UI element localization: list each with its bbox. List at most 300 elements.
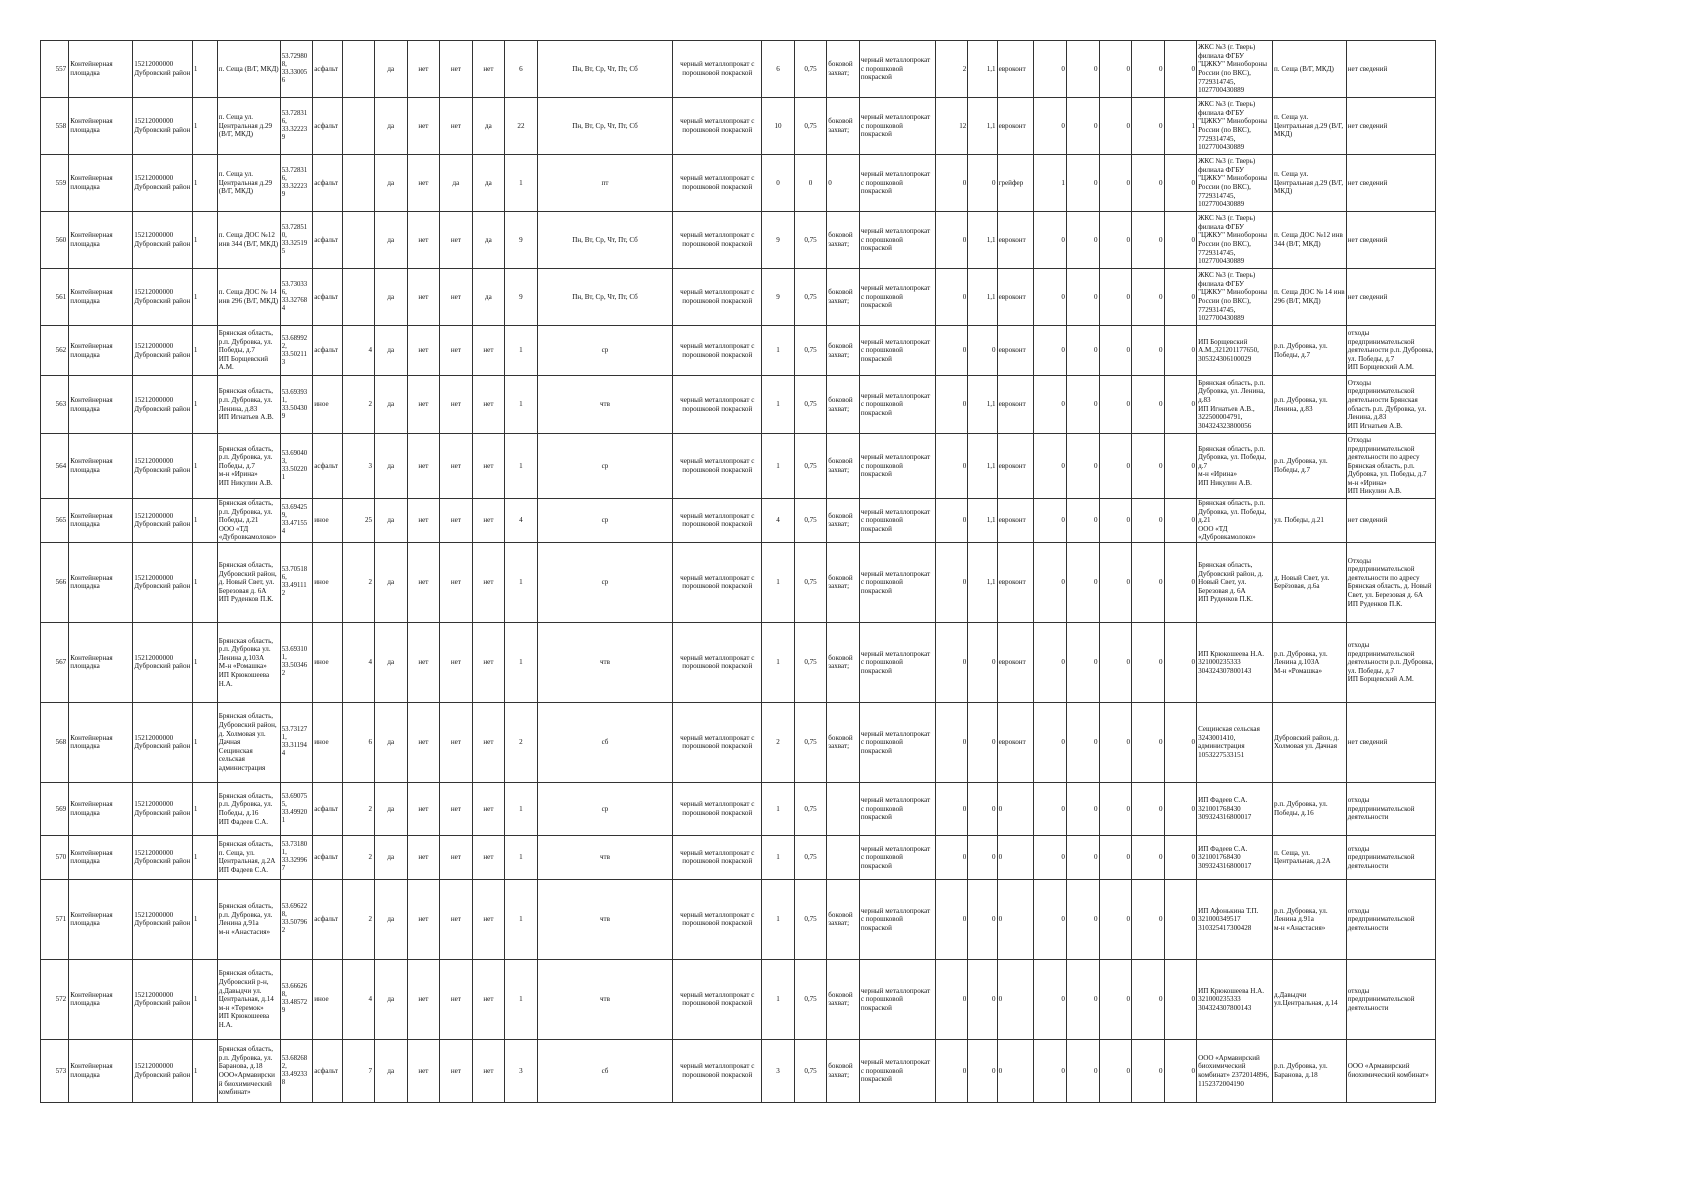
cell-container-volume: 0,75 [794, 434, 827, 499]
cell-value-2: 0 [1066, 879, 1099, 959]
cell-has-bin-for-bulky: нет [472, 622, 505, 702]
cell-value-3: 0 [1099, 622, 1132, 702]
cell-value-2: 0 [1066, 41, 1099, 98]
cell-value-1: 0 [1034, 212, 1067, 269]
cell-site-address: п. Сеща ул. Центральная д.29 (В/Г, МКД) [217, 98, 280, 155]
cell-container-volume: 0,75 [794, 376, 827, 434]
cell-container-count: 1 [505, 879, 538, 959]
cell-container-qty: 0 [762, 155, 795, 212]
cell-value-3: 0 [1099, 1039, 1132, 1102]
cell-container-qty: 6 [762, 41, 795, 98]
cell-zone-code: 1 [192, 1039, 217, 1102]
cell-planned-count: 0 [935, 212, 968, 269]
registry-sheet [40, 40, 1436, 1103]
cell-oktmo-district: 15212000000 Дубровский район [133, 499, 193, 543]
cell-loading-type: боковой захват; [827, 702, 860, 782]
cell-value-3: 0 [1099, 41, 1132, 98]
cell-container-volume: 0,75 [794, 959, 827, 1039]
cell-value-2: 0 [1066, 212, 1099, 269]
cell-site-coordinates: 53.72831 6, 33.32223 9 [280, 155, 313, 212]
cell-container-qty: 1 [762, 782, 795, 835]
cell-value-3: 0 [1099, 269, 1132, 326]
cell-pickup-days: ср [537, 434, 673, 499]
cell-site-coordinates: 53.68268 2, 33.49233 8 [280, 1039, 313, 1102]
cell-value-5: 0 [1164, 702, 1197, 782]
cell-value-4: 0 [1132, 376, 1165, 434]
cell-oktmo-district: 15212000000 Дубровский район [133, 782, 193, 835]
table-row [41, 959, 1436, 1039]
cell-value-5: 0 [1164, 376, 1197, 434]
cell-waste-note: нет сведений [1346, 212, 1435, 269]
cell-oktmo-district: 15212000000 Дубровский район [133, 98, 193, 155]
cell-waste-source: п. Сеща ул. Центральная д.29 (В/Г, МКД) [1273, 98, 1347, 155]
cell-owner-details: ИП Фадеев С.А. 321001768430 309324316800017 [1197, 835, 1273, 879]
cell-value-1: 0 [1034, 41, 1067, 98]
cell-container-count: 1 [505, 622, 538, 702]
cell-has-bin-for-bulky: нет [472, 835, 505, 879]
table-row [41, 702, 1436, 782]
cell-value-1: 1 [1034, 155, 1067, 212]
cell-waste-source: р.п. Дубровка, ул. Ленина д.103А М-н «Ромашка» [1273, 622, 1347, 702]
cell-has-canopy: нет [407, 702, 440, 782]
table-row [41, 269, 1436, 326]
cell-value-3: 0 [1099, 542, 1132, 622]
cell-loading-type: боковой захват; [827, 41, 860, 98]
cell-site-address: Брянская область, п. Сеща, ул. Центральная, д.2А ИП Фадеев С.А. [217, 835, 280, 879]
cell-has-canopy: нет [407, 622, 440, 702]
cell-pickup-days: ср [537, 542, 673, 622]
cell-value-4: 0 [1132, 212, 1165, 269]
cell-waste-note: Отходы предпринимательской деятельности по адресу Брянская область, д. Новый Свет, ул. Березовая д. 6А ИП Руденков П.К. [1346, 542, 1435, 622]
cell-has-canopy: нет [407, 41, 440, 98]
cell-site-address: Брянская область, р.п. Дубровка, ул. Победы, д.7 ИП Борщевский А.М. [217, 326, 280, 376]
cell-site-type: Контейнерная площадка [69, 782, 133, 835]
cell-zone-code: 1 [192, 269, 217, 326]
cell-owner-details: ЖКС №3 (г. Тверь) филиала ФГБУ "ЦЖКУ" Минобороны России (по ВКС), 7729314745, 1027700430889 [1197, 41, 1273, 98]
cell-waste-note: нет сведений [1346, 499, 1435, 543]
cell-container-material: черный металлопрокат с порошковой покраской [673, 212, 762, 269]
cell-site-type: Контейнерная площадка [69, 959, 133, 1039]
cell-site-area: 2 [342, 542, 375, 622]
cell-loading-type [827, 835, 860, 879]
cell-planned-count: 2 [935, 41, 968, 98]
cell-planned-volume: 0 [968, 702, 997, 782]
cell-owner-details: Брянская область, р.п. Дубровка, ул. Победы, д.7 м-н «Ирина» ИП Никулин А.В. [1197, 434, 1273, 499]
cell-bin-material: черный металлопрокат с порошковой покраской [859, 499, 935, 543]
cell-value-2: 0 [1066, 499, 1099, 543]
cell-bin-material: черный металлопрокат с порошковой покраской [859, 326, 935, 376]
cell-planned-volume: 1,1 [968, 41, 997, 98]
cell-value-1: 0 [1034, 835, 1067, 879]
cell-bin-material: черный металлопрокат с порошковой покраской [859, 702, 935, 782]
cell-waste-note: отходы предпринимательской деятельности [1346, 959, 1435, 1039]
cell-planned-count: 12 [935, 98, 968, 155]
cell-has-lighting: нет [440, 41, 473, 98]
cell-value-2: 0 [1066, 326, 1099, 376]
cell-planned-volume: 1,1 [968, 542, 997, 622]
cell-has-lighting: нет [440, 782, 473, 835]
cell-value-5: 0 [1164, 499, 1197, 543]
cell-value-2: 0 [1066, 434, 1099, 499]
cell-bin-type: евроконт [997, 326, 1034, 376]
cell-has-bin-for-bulky: нет [472, 326, 505, 376]
cell-site-type: Контейнерная площадка [69, 879, 133, 959]
cell-pickup-days: Пн, Вт, Ср, Чт, Пт, Сб [537, 212, 673, 269]
cell-has-lighting: нет [440, 542, 473, 622]
cell-loading-type: 0 [827, 155, 860, 212]
table-row [41, 98, 1436, 155]
cell-zone-code: 1 [192, 155, 217, 212]
cell-planned-volume: 1,1 [968, 212, 997, 269]
cell-oktmo-district: 15212000000 Дубровский район [133, 879, 193, 959]
cell-value-3: 0 [1099, 959, 1132, 1039]
cell-zone-code: 1 [192, 212, 217, 269]
cell-row-number: 557 [41, 41, 69, 98]
table-row [41, 622, 1436, 702]
table-row [41, 879, 1436, 959]
cell-site-coordinates: 53.69622 8, 33.50796 2 [280, 879, 313, 959]
cell-container-volume: 0,75 [794, 499, 827, 543]
cell-container-material: черный металлопрокат с порошковой покраской [673, 622, 762, 702]
cell-waste-source: п. Сеща (В/Г, МКД) [1273, 41, 1347, 98]
cell-value-2: 0 [1066, 1039, 1099, 1102]
cell-surface-type: иное [313, 499, 342, 543]
cell-container-count: 2 [505, 702, 538, 782]
cell-has-fence: да [375, 269, 408, 326]
cell-planned-count: 0 [935, 702, 968, 782]
cell-zone-code: 1 [192, 499, 217, 543]
cell-bin-type: евроконт [997, 622, 1034, 702]
cell-site-type: Контейнерная площадка [69, 376, 133, 434]
cell-pickup-days: Пн, Вт, Ср, Чт, Пт, Сб [537, 98, 673, 155]
cell-planned-count: 0 [935, 622, 968, 702]
cell-bin-type: 0 [997, 959, 1034, 1039]
cell-has-lighting: нет [440, 879, 473, 959]
cell-surface-type: асфальт [313, 835, 342, 879]
cell-container-qty: 2 [762, 702, 795, 782]
cell-value-5: 0 [1164, 434, 1197, 499]
cell-has-fence: да [375, 326, 408, 376]
cell-zone-code: 1 [192, 326, 217, 376]
cell-waste-source: р.п. Дубровка, ул. Ленина, д.83 [1273, 376, 1347, 434]
cell-site-address: п. Сеща ДОС № 14 инв 296 (В/Г, МКД) [217, 269, 280, 326]
cell-zone-code: 1 [192, 376, 217, 434]
cell-pickup-days: чтв [537, 835, 673, 879]
cell-has-lighting: нет [440, 702, 473, 782]
cell-oktmo-district: 15212000000 Дубровский район [133, 959, 193, 1039]
cell-waste-note: отходы предпринимательской деятельности р.п. Дубровка, ул. Победы, д.7 ИП Борщевский А.М. [1346, 622, 1435, 702]
cell-container-qty: 3 [762, 1039, 795, 1102]
cell-site-address: Брянская область, р.п. Дубровка, ул. Ленина, д.83 ИП Игнатьев А.В. [217, 376, 280, 434]
table-row [41, 434, 1436, 499]
cell-pickup-days: Пн, Вт, Ср, Чт, Пт, Сб [537, 269, 673, 326]
cell-planned-count: 0 [935, 376, 968, 434]
cell-site-area: 2 [342, 782, 375, 835]
cell-value-3: 0 [1099, 326, 1132, 376]
cell-container-material: черный металлопрокат с порошковой покраской [673, 376, 762, 434]
cell-value-3: 0 [1099, 376, 1132, 434]
cell-site-area: 25 [342, 499, 375, 543]
cell-site-address: Брянская область, Дубровский район, д. Новый Свет, ул. Березовая д. 6А ИП Руденков П.К. [217, 542, 280, 622]
cell-has-fence: да [375, 41, 408, 98]
cell-has-fence: да [375, 959, 408, 1039]
cell-bin-material: черный металлопрокат с порошковой покраской [859, 959, 935, 1039]
cell-value-3: 0 [1099, 434, 1132, 499]
cell-bin-material: черный металлопрокат с порошковой покраской [859, 782, 935, 835]
cell-zone-code: 1 [192, 98, 217, 155]
cell-has-lighting: нет [440, 622, 473, 702]
cell-container-qty: 4 [762, 499, 795, 543]
cell-waste-source: п. Сеща ДОС № 14 инв 296 (В/Г, МКД) [1273, 269, 1347, 326]
cell-container-material: черный металлопрокат с порошковой покраской [673, 959, 762, 1039]
cell-value-2: 0 [1066, 155, 1099, 212]
cell-container-volume: 0,75 [794, 98, 827, 155]
cell-row-number: 558 [41, 98, 69, 155]
cell-zone-code: 1 [192, 835, 217, 879]
cell-container-volume: 0,75 [794, 782, 827, 835]
table-row [41, 542, 1436, 622]
cell-container-material: черный металлопрокат с порошковой покраской [673, 434, 762, 499]
cell-container-volume: 0,75 [794, 326, 827, 376]
cell-has-fence: да [375, 702, 408, 782]
cell-has-bin-for-bulky: нет [472, 434, 505, 499]
cell-waste-source: р.п. Дубровка, ул. Победы, д.16 [1273, 782, 1347, 835]
cell-value-2: 0 [1066, 959, 1099, 1039]
cell-waste-source: д. Новый Свет, ул. Берёзовая, д.6а [1273, 542, 1347, 622]
cell-oktmo-district: 15212000000 Дубровский район [133, 702, 193, 782]
cell-site-type: Контейнерная площадка [69, 269, 133, 326]
cell-container-qty: 9 [762, 269, 795, 326]
cell-surface-type: асфальт [313, 41, 342, 98]
cell-value-3: 0 [1099, 879, 1132, 959]
cell-value-5: 0 [1164, 326, 1197, 376]
cell-has-canopy: нет [407, 879, 440, 959]
cell-value-3: 0 [1099, 499, 1132, 543]
cell-waste-source: п. Сеща ул. Центральная д.29 (В/Г, МКД) [1273, 155, 1347, 212]
cell-planned-count: 0 [935, 269, 968, 326]
cell-value-1: 0 [1034, 98, 1067, 155]
table-row [41, 376, 1436, 434]
table-row [41, 155, 1436, 212]
cell-planned-volume: 1,1 [968, 499, 997, 543]
cell-row-number: 560 [41, 212, 69, 269]
cell-bin-material: черный металлопрокат с порошковой покраской [859, 434, 935, 499]
cell-value-5: 0 [1164, 41, 1197, 98]
cell-site-address: п. Сеща ДОС №12 инв 344 (В/Г, МКД) [217, 212, 280, 269]
cell-surface-type: иное [313, 542, 342, 622]
table-row [41, 1039, 1436, 1102]
cell-row-number: 559 [41, 155, 69, 212]
cell-planned-count: 0 [935, 434, 968, 499]
cell-zone-code: 1 [192, 622, 217, 702]
cell-bin-material: черный металлопрокат с порошковой покраской [859, 622, 935, 702]
cell-site-coordinates: 53.68992 2, 33.50211 3 [280, 326, 313, 376]
cell-has-canopy: нет [407, 835, 440, 879]
cell-oktmo-district: 15212000000 Дубровский район [133, 542, 193, 622]
cell-value-1: 0 [1034, 542, 1067, 622]
cell-container-count: 22 [505, 98, 538, 155]
cell-value-5: 0 [1164, 155, 1197, 212]
cell-value-4: 0 [1132, 155, 1165, 212]
cell-surface-type: иное [313, 622, 342, 702]
cell-oktmo-district: 15212000000 Дубровский район [133, 155, 193, 212]
cell-value-4: 0 [1132, 41, 1165, 98]
cell-surface-type: асфальт [313, 782, 342, 835]
cell-oktmo-district: 15212000000 Дубровский район [133, 212, 193, 269]
cell-value-4: 0 [1132, 434, 1165, 499]
cell-bin-material: черный металлопрокат с порошковой покраской [859, 212, 935, 269]
cell-container-volume: 0,75 [794, 41, 827, 98]
cell-surface-type: иное [313, 376, 342, 434]
cell-waste-source: Дубровский район, д. Холмовая ул. Дачная [1273, 702, 1347, 782]
cell-value-5: 0 [1164, 1039, 1197, 1102]
cell-site-type: Контейнерная площадка [69, 98, 133, 155]
cell-value-4: 0 [1132, 782, 1165, 835]
cell-value-5: 0 [1164, 835, 1197, 879]
cell-value-1: 0 [1034, 269, 1067, 326]
cell-has-lighting: нет [440, 212, 473, 269]
cell-value-1: 0 [1034, 1039, 1067, 1102]
cell-container-qty: 9 [762, 212, 795, 269]
cell-planned-volume: 1,1 [968, 376, 997, 434]
cell-site-coordinates: 53.73127 1, 33.31194 4 [280, 702, 313, 782]
cell-container-material: черный металлопрокат с порошковой покраской [673, 835, 762, 879]
cell-container-volume: 0,75 [794, 212, 827, 269]
cell-surface-type: асфальт [313, 326, 342, 376]
cell-has-lighting: да [440, 155, 473, 212]
cell-owner-details: Брянская область, Дубровский район, д. Новый Свет, ул. Березовая д. 6А ИП Руденков П.К. [1197, 542, 1273, 622]
cell-has-bin-for-bulky: нет [472, 542, 505, 622]
cell-planned-volume: 0 [968, 835, 997, 879]
cell-surface-type: асфальт [313, 155, 342, 212]
cell-site-area: 2 [342, 879, 375, 959]
cell-bin-type: евроконт [997, 499, 1034, 543]
cell-waste-source: п. Сеща ДОС №12 инв 344 (В/Г, МКД) [1273, 212, 1347, 269]
cell-has-lighting: нет [440, 1039, 473, 1102]
cell-loading-type: боковой захват; [827, 499, 860, 543]
cell-has-lighting: нет [440, 376, 473, 434]
cell-row-number: 573 [41, 1039, 69, 1102]
cell-owner-details: ЖКС №3 (г. Тверь) филиала ФГБУ "ЦЖКУ" Минобороны России (по ВКС), 7729314745, 1027700430889 [1197, 269, 1273, 326]
cell-bin-material: черный металлопрокат с порошковой покраской [859, 155, 935, 212]
cell-bin-material: черный металлопрокат с порошковой покраской [859, 835, 935, 879]
cell-pickup-days: сб [537, 702, 673, 782]
cell-value-3: 0 [1099, 702, 1132, 782]
cell-value-1: 0 [1034, 702, 1067, 782]
cell-has-lighting: нет [440, 959, 473, 1039]
cell-container-volume: 0,75 [794, 702, 827, 782]
cell-owner-details: ИП Борщевский А.М.,321201177650, 305324306100029 [1197, 326, 1273, 376]
cell-planned-volume: 0 [968, 879, 997, 959]
cell-site-address: Брянская область, р.п. Дубровка, ул. Победы, д.7 м-н «Ирина» ИП Никулин А.В. [217, 434, 280, 499]
cell-has-bin-for-bulky: да [472, 269, 505, 326]
cell-oktmo-district: 15212000000 Дубровский район [133, 269, 193, 326]
cell-has-fence: да [375, 542, 408, 622]
cell-value-4: 0 [1132, 622, 1165, 702]
cell-loading-type: боковой захват; [827, 326, 860, 376]
cell-pickup-days: Пн, Вт, Ср, Чт, Пт, Сб [537, 41, 673, 98]
cell-container-count: 3 [505, 1039, 538, 1102]
cell-oktmo-district: 15212000000 Дубровский район [133, 434, 193, 499]
cell-container-qty: 1 [762, 326, 795, 376]
cell-bin-material: черный металлопрокат с порошковой покраской [859, 98, 935, 155]
cell-container-volume: 0,75 [794, 835, 827, 879]
cell-value-5: 0 [1164, 622, 1197, 702]
cell-bin-type: евроконт [997, 98, 1034, 155]
cell-site-coordinates: 53.73033 6, 33.32768 4 [280, 269, 313, 326]
cell-row-number: 566 [41, 542, 69, 622]
cell-container-count: 1 [505, 782, 538, 835]
cell-container-qty: 10 [762, 98, 795, 155]
cell-value-1: 0 [1034, 326, 1067, 376]
cell-has-bin-for-bulky: да [472, 155, 505, 212]
cell-value-5: 0 [1164, 212, 1197, 269]
cell-has-fence: да [375, 155, 408, 212]
cell-value-1: 0 [1034, 622, 1067, 702]
cell-waste-note: отходы предпринимательской деятельности р.п. Дубровка, ул. Победы, д.7 ИП Борщевский А.М. [1346, 326, 1435, 376]
cell-container-count: 1 [505, 434, 538, 499]
cell-zone-code: 1 [192, 702, 217, 782]
cell-value-2: 0 [1066, 782, 1099, 835]
cell-owner-details: Сещинская сельская 3243001410, администрация 1053227533151 [1197, 702, 1273, 782]
cell-container-qty: 1 [762, 835, 795, 879]
cell-waste-note: нет сведений [1346, 98, 1435, 155]
cell-zone-code: 1 [192, 434, 217, 499]
cell-oktmo-district: 15212000000 Дубровский район [133, 622, 193, 702]
cell-value-1: 0 [1034, 434, 1067, 499]
cell-value-1: 0 [1034, 879, 1067, 959]
cell-value-5: 0 [1164, 542, 1197, 622]
cell-value-2: 0 [1066, 542, 1099, 622]
cell-container-qty: 1 [762, 542, 795, 622]
cell-has-canopy: нет [407, 542, 440, 622]
cell-container-count: 9 [505, 269, 538, 326]
cell-waste-source: д.Давыдчи ул.Центральная, д.14 [1273, 959, 1347, 1039]
cell-planned-volume: 1,1 [968, 269, 997, 326]
cell-planned-count: 0 [935, 499, 968, 543]
cell-value-5: 0 [1164, 879, 1197, 959]
cell-container-material: черный металлопрокат с порошковой покраской [673, 1039, 762, 1102]
cell-site-area: 2 [342, 835, 375, 879]
cell-site-type: Контейнерная площадка [69, 1039, 133, 1102]
cell-container-count: 1 [505, 376, 538, 434]
cell-surface-type: асфальт [313, 98, 342, 155]
cell-planned-volume: 1,1 [968, 434, 997, 499]
cell-pickup-days: пт [537, 155, 673, 212]
cell-has-lighting: нет [440, 98, 473, 155]
cell-container-material: черный металлопрокат с порошковой покраской [673, 879, 762, 959]
cell-value-5: 1 [1164, 98, 1197, 155]
cell-row-number: 568 [41, 702, 69, 782]
table-row [41, 782, 1436, 835]
cell-bin-material: черный металлопрокат с порошковой покраской [859, 269, 935, 326]
cell-site-type: Контейнерная площадка [69, 702, 133, 782]
cell-container-count: 1 [505, 326, 538, 376]
cell-site-address: Брянская область, р.п. Дубровка, ул. Ленина д.91а м-н «Анастасия» [217, 879, 280, 959]
container-sites-table [40, 40, 1436, 1103]
cell-waste-source: р.п. Дубровка, ул. Победы, д.7 [1273, 326, 1347, 376]
cell-waste-source: п. Сеща, ул. Центральная, д.2А [1273, 835, 1347, 879]
cell-container-volume: 0,75 [794, 622, 827, 702]
cell-container-count: 6 [505, 41, 538, 98]
cell-waste-note: Отходы предпринимательской деятельности по адресу Брянская область, р.п. Дубровка, ул. Победы, д.7 м-н «Ирина» ИП Никулин А.В. [1346, 434, 1435, 499]
cell-bin-type: 0 [997, 782, 1034, 835]
cell-value-4: 0 [1132, 959, 1165, 1039]
cell-pickup-days: сб [537, 1039, 673, 1102]
cell-has-bin-for-bulky: нет [472, 959, 505, 1039]
cell-waste-note: Отходы предпринимательской деятельности Брянская область р.п. Дубровка, ул. Ленина, д.83 ИП Игнатьев А.В. [1346, 376, 1435, 434]
cell-zone-code: 1 [192, 782, 217, 835]
